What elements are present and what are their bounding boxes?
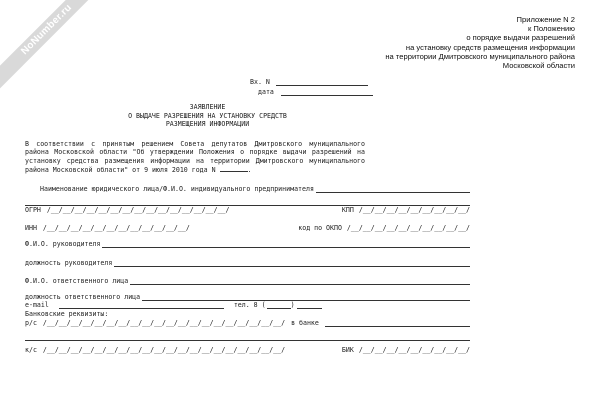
rs-bank-row (25, 319, 470, 327)
incoming-number-field[interactable] (276, 78, 368, 86)
okpo-label: код по ОКПО (298, 224, 342, 232)
ogrn-kpp-row (25, 206, 470, 214)
intro-tail: . (247, 166, 252, 175)
bank-details-row (25, 310, 470, 318)
appendix-line: Московской области (502, 61, 575, 71)
incoming-number-row (250, 78, 368, 86)
org-name-field-2[interactable] (25, 198, 470, 206)
phone-close: ) (290, 301, 295, 309)
rs-cells[interactable]: /__/__/__/__/__/__/__/__/__/__/__/__/__/__/__/__/__/__/__/__/ (42, 319, 286, 327)
appendix-line: на установку средств размещения информации (405, 42, 575, 52)
intro-text: В соответствии с принятым решением Совета депутатов Дмитровского муниципального района Московской области "Об утверждении Положения о порядке выдачи разрешений на установку средства размещения информации на территории Дмитровского муниципального района Московской области" от 9 июля 2010 года N (25, 140, 365, 175)
appendix-line: Приложение N 2 (516, 15, 575, 24)
org-name-continuation (25, 198, 470, 206)
head-name-label: Ф.И.О. руководителя (25, 240, 101, 248)
head-name-field[interactable] (102, 240, 470, 248)
appendix-line: к Положению (527, 24, 575, 34)
ks-cells[interactable]: /__/__/__/__/__/__/__/__/__/__/__/__/__/__/__/__/__/__/__/__/ (42, 346, 286, 354)
bank-details-label: Банковские реквизиты: (25, 310, 109, 318)
phone-number-field[interactable] (297, 301, 322, 309)
incoming-number-label: Вх. N (250, 78, 270, 86)
ks-bik-row (25, 346, 470, 354)
watermark-ribbon: NoNumber.ru (0, 0, 106, 89)
email-field[interactable] (59, 301, 224, 309)
bik-cells[interactable]: /__/__/__/__/__/__/__/__/__/ (358, 346, 470, 354)
appendix-header (335, 15, 575, 70)
intro-paragraph (25, 140, 365, 175)
resp-name-field[interactable] (130, 277, 470, 285)
kpp-label: КПП (341, 206, 354, 214)
resp-name-row (25, 277, 470, 285)
resp-position-label: должность ответственного лица (25, 293, 141, 301)
appendix-line: на территории Дмитровского муниципального района (385, 51, 575, 61)
inn-okpo-row (25, 224, 470, 232)
head-name-row (25, 240, 470, 248)
inn-label: ИНН (25, 224, 37, 232)
title-line: ЗАЯВЛЕНИЕ (189, 103, 226, 111)
decision-number-field[interactable] (220, 165, 248, 172)
phone-code-field[interactable] (267, 301, 291, 309)
resp-name-label: Ф.И.О. ответственного лица (25, 277, 129, 285)
incoming-date-label: дата (258, 88, 274, 96)
org-name-row (40, 185, 470, 193)
bik-label: БИК (341, 346, 354, 354)
okpo-cells[interactable]: /__/__/__/__/__/__/__/__/__/__/ (346, 224, 470, 232)
head-position-label: должность руководителя (25, 259, 113, 267)
document-title (100, 103, 315, 129)
rs-label: р/с (25, 319, 37, 327)
bank-name-field-2[interactable] (25, 333, 470, 341)
incoming-date-row (258, 88, 373, 96)
title-line: РАЗМЕЩЕНИЯ ИНФОРМАЦИИ (165, 120, 250, 129)
phone-label: тел. 8 ( (233, 301, 266, 309)
ks-label: к/с (25, 346, 37, 354)
bank-name-continuation (25, 333, 470, 341)
org-name-field[interactable] (316, 185, 470, 193)
resp-position-field[interactable] (142, 293, 470, 301)
email-phone-row (25, 301, 470, 309)
inn-cells[interactable]: /__/__/__/__/__/__/__/__/__/__/__/__/ (42, 224, 190, 232)
ogrn-cells[interactable]: /__/__/__/__/__/__/__/__/__/__/__/__/__/__/__/ (46, 206, 230, 214)
org-name-label: Наименование юридического лица/Ф.И.О. индивидуального предпринимателя (40, 185, 314, 193)
head-position-field[interactable] (114, 259, 470, 267)
title-line: О ВЫДАЧЕ РАЗРЕШЕНИЯ НА УСТАНОВКУ СРЕДСТВ (128, 111, 287, 120)
head-position-row (25, 259, 470, 267)
bank-name-field[interactable] (325, 319, 470, 327)
incoming-date-field[interactable] (281, 88, 373, 96)
resp-position-row (25, 293, 470, 301)
bank-label: в банке (291, 319, 319, 327)
appendix-line: о порядке выдачи разрешений (466, 33, 575, 43)
email-label: e-mail (25, 301, 49, 309)
ogrn-label: ОГРН (25, 206, 41, 214)
kpp-cells[interactable]: /__/__/__/__/__/__/__/__/__/ (358, 206, 470, 214)
